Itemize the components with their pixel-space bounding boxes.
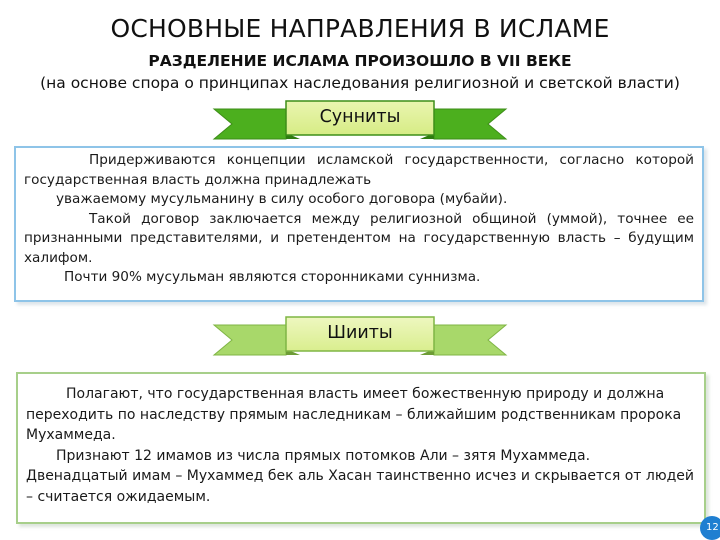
sunni-label: Сунниты (319, 107, 401, 127)
shia-description-box (16, 372, 706, 524)
shia-line-1: Полагают, что государственная власть имеет божественную природу и должна переходить по наследству прямым наследникам – ближайшим родственникам пророка Мухаммеда. (26, 386, 682, 443)
page-number: 12 (700, 516, 720, 540)
sunni-line-2: уважаемому мусульманину в силу особого договора (мубайи). (56, 191, 508, 207)
sunni-line-1: Придерживаются концепции исламской государственности, согласно которой государственная власть должна принадлежать (24, 152, 694, 188)
shia-ribbon-right-tail (434, 325, 506, 355)
shia-ribbon-left-tail (214, 325, 286, 355)
page-subtitle: РАЗДЕЛЕНИЕ ИСЛАМА ПРОИЗОШЛО В VII ВЕКЕ (148, 52, 572, 70)
sunni-line-3: Такой договор заключается между религиозной общиной (уммой), точнее ее признанными представителями, и претендентом на государственную власть – будущим халифом. (24, 210, 694, 266)
page-subtitle-note: (на основе спора о принципах наследования религиозной и светской власти) (40, 74, 680, 92)
sunni-line-4: Почти 90% мусульман являются сторонниками суннизма. (64, 269, 481, 285)
shia-label: Шииты (327, 323, 393, 343)
page-title: ОСНОВНЫЕ НАПРАВЛЕНИЯ В ИСЛАМЕ (110, 14, 610, 43)
shia-line-2: Признают 12 имамов из числа прямых потомков Али – зятя Мухаммеда. Двенадцатый имам – Мухаммед бек аль Хасан таинственно исчез и скрывается от людей – считается ожидаемым. (26, 447, 695, 505)
